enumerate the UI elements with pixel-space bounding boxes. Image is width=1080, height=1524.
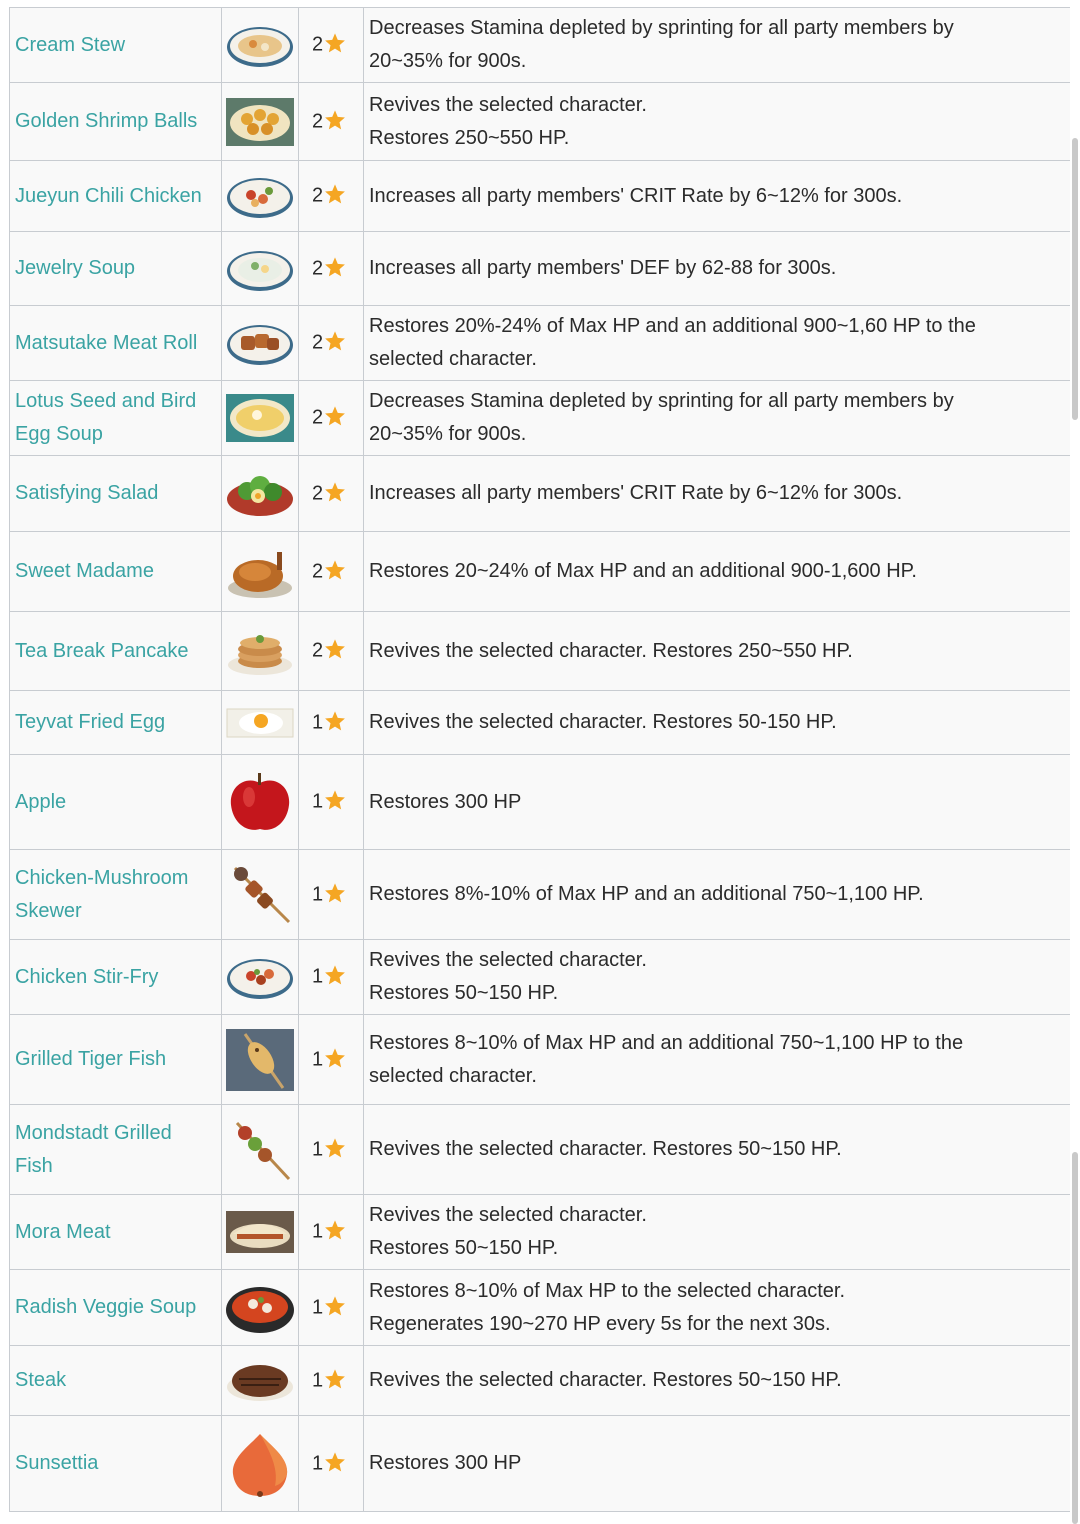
sunsettia-icon[interactable] <box>225 1455 295 1472</box>
effect-description-line: Revives the selected character. Restores 50-150 HP. <box>369 711 837 733</box>
dish-name-cell <box>10 306 222 381</box>
dish-name-cell <box>10 1346 222 1416</box>
effect-description-cell <box>364 8 1072 83</box>
chicken-stir-fry-icon[interactable] <box>225 968 295 985</box>
effect-description-line: Restores 300 HP <box>369 1452 522 1474</box>
table-row <box>10 8 1072 83</box>
table-row <box>10 940 1072 1015</box>
dish-name-link[interactable]: Teyvat Fried Egg <box>15 711 166 733</box>
star-icon <box>324 1451 346 1479</box>
dish-name-cell <box>10 940 222 1015</box>
grilled-tiger-fish-icon[interactable] <box>225 1051 295 1068</box>
effect-description-line: Restores 8~10% of Max HP and an additional 750~1,100 HP to the <box>369 1031 964 1054</box>
effect-description-line: selected character. <box>369 348 537 370</box>
effect-description-line: Regenerates 190~270 HP every 5s for the next 30s. <box>369 1312 831 1335</box>
dish-image-cell <box>222 8 299 83</box>
table-row <box>10 456 1072 532</box>
rarity-cell <box>299 8 364 83</box>
effect-description-line: Restores 50~150 HP. <box>369 1237 559 1259</box>
table-row <box>10 1346 1072 1416</box>
table-row <box>10 1015 1072 1105</box>
rarity-value: 1 <box>312 1369 324 1391</box>
dish-name-link[interactable]: Chicken-Mushroom Skewer <box>15 866 189 922</box>
rarity-cell <box>299 1105 364 1195</box>
table-row <box>10 381 1072 456</box>
dish-image-cell <box>222 1346 299 1416</box>
effect-description-cell <box>364 1346 1072 1416</box>
effect-description-cell <box>364 940 1072 1015</box>
dish-name-link[interactable]: Grilled Tiger Fish <box>15 1048 167 1070</box>
star-icon <box>324 481 346 509</box>
dish-image-cell <box>222 1416 299 1512</box>
star-icon <box>324 1368 346 1396</box>
mondstadt-grilled-fish-icon[interactable] <box>225 1141 295 1158</box>
scrollbar-thumb[interactable] <box>1072 138 1078 420</box>
dish-name-link[interactable]: Chicken Stir-Fry <box>15 965 159 988</box>
table-row <box>10 691 1072 755</box>
dish-name-link[interactable]: Lotus Seed and Bird Egg Soup <box>15 390 197 445</box>
dish-image-cell <box>222 83 299 161</box>
jueyun-chili-chicken-icon[interactable] <box>225 187 295 204</box>
dish-name-cell <box>10 850 222 940</box>
rarity-cell <box>299 940 364 1015</box>
table-row <box>10 161 1072 232</box>
rarity-value: 2 <box>312 331 324 354</box>
effect-description-line: Revives the selected character. <box>369 949 647 971</box>
effect-description-cell <box>364 456 1072 532</box>
effect-description-line: Restores 8%-10% of Max HP and an additional 750~1,100 HP. <box>369 883 924 905</box>
effect-description-cell <box>364 850 1072 940</box>
rarity-value: 2 <box>312 184 324 207</box>
star-icon <box>324 882 346 910</box>
rarity-cell <box>299 755 364 850</box>
star-icon <box>324 1137 346 1165</box>
star-icon <box>324 1047 346 1075</box>
rarity-cell <box>299 456 364 532</box>
effect-description-cell <box>364 1270 1072 1346</box>
table-row <box>10 612 1072 691</box>
effect-description-line: Restores 20~24% of Max HP and an additional 900-1,600 HP. <box>369 560 917 582</box>
apple-icon[interactable] <box>225 793 295 810</box>
effect-description-cell <box>364 83 1072 161</box>
table-row <box>10 1195 1072 1270</box>
effect-description-line: Revives the selected character. Restores 50~150 HP. <box>369 1369 842 1391</box>
dish-name-cell <box>10 691 222 755</box>
effect-description-cell <box>364 1015 1072 1105</box>
effect-description-line: Increases all party members' CRIT Rate by 6~12% for 300s. <box>369 184 903 207</box>
lotus-seed-soup-icon[interactable] <box>225 409 295 426</box>
rarity-value: 2 <box>312 257 324 279</box>
dish-name-link[interactable]: Tea Break Pancake <box>15 639 189 662</box>
dish-image-cell <box>222 1015 299 1105</box>
dish-image-cell <box>222 232 299 306</box>
rarity-cell <box>299 232 364 306</box>
dish-name-cell <box>10 381 222 456</box>
dish-name-link[interactable]: Matsutake Meat Roll <box>15 331 198 354</box>
effect-description-line: Restores 8~10% of Max HP to the selected character. <box>369 1279 845 1302</box>
effect-description-cell <box>364 1195 1072 1270</box>
rarity-cell <box>299 691 364 755</box>
rarity-cell <box>299 381 364 456</box>
effect-description-cell <box>364 161 1072 232</box>
dish-image-cell <box>222 532 299 612</box>
effect-description-cell <box>364 1416 1072 1512</box>
dish-image-cell <box>222 1105 299 1195</box>
rarity-cell <box>299 1270 364 1346</box>
effect-description-line: Restores 20%-24% of Max HP and an additional 900~1,60 HP to the <box>369 315 976 337</box>
dish-image-cell <box>222 612 299 691</box>
star-icon <box>324 109 346 137</box>
star-icon <box>324 1219 346 1247</box>
table-row <box>10 1416 1072 1512</box>
dish-name-link[interactable]: Steak <box>15 1369 67 1391</box>
rarity-value: 2 <box>312 560 324 582</box>
dish-name-link[interactable]: Mora Meat <box>15 1220 111 1243</box>
effect-description-line: Decreases Stamina depleted by sprinting for all party members by <box>369 17 954 39</box>
effect-description-line: Revives the selected character. <box>369 1204 647 1226</box>
table-row <box>10 232 1072 306</box>
dish-name-cell <box>10 1195 222 1270</box>
dish-name-link[interactable]: Cream Stew <box>15 33 126 56</box>
rarity-cell <box>299 850 364 940</box>
dish-name-cell <box>10 456 222 532</box>
effect-description-cell <box>364 306 1072 381</box>
rarity-value: 2 <box>312 482 324 504</box>
rarity-value: 1 <box>312 1138 324 1160</box>
effect-description-line: Revives the selected character. Restores 250~550 HP. <box>369 639 853 662</box>
mora-meat-icon[interactable] <box>225 1223 295 1240</box>
table-row <box>10 1105 1072 1195</box>
effect-description-cell <box>364 381 1072 456</box>
rarity-value: 1 <box>312 790 324 813</box>
effect-description-line: Decreases Stamina depleted by sprinting for all party members by <box>369 390 954 412</box>
effect-description-cell <box>364 1105 1072 1195</box>
satisfying-salad-icon[interactable] <box>225 485 295 502</box>
rarity-cell <box>299 532 364 612</box>
dish-name-link[interactable]: Golden Shrimp Balls <box>15 110 198 132</box>
effect-description-cell <box>364 691 1072 755</box>
effect-description-line: Restores 250~550 HP. <box>369 126 570 149</box>
star-icon <box>324 964 346 992</box>
rarity-cell <box>299 306 364 381</box>
star-icon <box>324 183 346 211</box>
rarity-cell <box>299 161 364 232</box>
dish-name-link[interactable]: Sunsettia <box>15 1452 99 1474</box>
rarity-cell <box>299 1416 364 1512</box>
table-row <box>10 1270 1072 1346</box>
food-table <box>9 7 1072 1512</box>
dish-name-cell <box>10 1270 222 1346</box>
steak-icon[interactable] <box>225 1372 295 1389</box>
dish-name-cell <box>10 8 222 83</box>
rarity-value: 1 <box>312 1048 324 1070</box>
radish-veggie-soup-icon[interactable] <box>225 1299 295 1316</box>
rarity-cell <box>299 1195 364 1270</box>
table-row <box>10 83 1072 161</box>
table-row <box>10 306 1072 381</box>
star-icon <box>324 32 346 60</box>
effect-description-line: selected character. <box>369 1064 537 1087</box>
jewelry-soup-icon[interactable] <box>225 260 295 277</box>
rarity-value: 1 <box>312 883 324 905</box>
cream-stew-icon[interactable] <box>225 36 295 53</box>
rarity-value: 2 <box>312 406 324 429</box>
effect-description-line: 20~35% for 900s. <box>369 423 527 445</box>
effect-description-line: 20~35% for 900s. <box>369 50 527 72</box>
effect-description-line: Restores 50~150 HP. <box>369 982 559 1004</box>
dish-name-cell <box>10 1015 222 1105</box>
star-icon <box>324 330 346 358</box>
rarity-value: 2 <box>312 33 324 56</box>
dish-image-cell <box>222 1270 299 1346</box>
dish-image-cell <box>222 850 299 940</box>
effect-description-line: Increases all party members' DEF by 62-88 for 300s. <box>369 257 837 279</box>
chicken-mushroom-skewer-icon[interactable] <box>225 886 295 903</box>
rarity-value: 1 <box>312 1452 324 1474</box>
effect-description-line: Restores 300 HP <box>369 790 522 813</box>
rarity-cell <box>299 612 364 691</box>
matsutake-meat-roll-icon[interactable] <box>225 334 295 351</box>
star-icon <box>324 710 346 738</box>
golden-shrimp-balls-icon[interactable] <box>225 113 295 130</box>
rarity-value: 2 <box>312 110 324 132</box>
dish-name-cell <box>10 1416 222 1512</box>
rarity-value: 1 <box>312 1220 324 1243</box>
star-icon <box>324 559 346 587</box>
dish-image-cell <box>222 161 299 232</box>
dish-name-cell <box>10 83 222 161</box>
dish-name-link[interactable]: Jewelry Soup <box>15 257 136 279</box>
table-row <box>10 850 1072 940</box>
dish-image-cell <box>222 940 299 1015</box>
rarity-cell <box>299 1015 364 1105</box>
star-icon <box>324 638 346 666</box>
dish-name-link[interactable]: Mondstadt Grilled Fish <box>15 1121 172 1177</box>
dish-name-cell <box>10 755 222 850</box>
rarity-value: 2 <box>312 639 324 662</box>
rarity-cell <box>299 1346 364 1416</box>
star-icon <box>324 405 346 433</box>
rarity-value: 1 <box>312 965 324 988</box>
tea-break-pancake-icon[interactable] <box>225 642 295 659</box>
dish-image-cell <box>222 691 299 755</box>
rarity-value: 1 <box>312 711 324 733</box>
effect-description-line: Revives the selected character. <box>369 93 647 116</box>
dish-name-link[interactable]: Sweet Madame <box>15 560 154 582</box>
sweet-madame-icon[interactable] <box>225 563 295 580</box>
dish-image-cell <box>222 381 299 456</box>
dish-image-cell <box>222 755 299 850</box>
dish-name-cell <box>10 161 222 232</box>
table-row <box>10 532 1072 612</box>
dish-name-cell <box>10 612 222 691</box>
dish-name-link[interactable]: Radish Veggie Soup <box>15 1296 197 1318</box>
dish-name-link[interactable]: Satisfying Salad <box>15 482 159 504</box>
effect-description-cell <box>364 755 1072 850</box>
fried-egg-icon[interactable] <box>225 714 295 731</box>
effect-description-line: Increases all party members' CRIT Rate by 6~12% for 300s. <box>369 482 903 504</box>
rarity-value: 1 <box>312 1296 324 1318</box>
dish-image-cell <box>222 306 299 381</box>
star-icon <box>324 789 346 817</box>
dish-name-link[interactable]: Jueyun Chili Chicken <box>15 184 202 207</box>
star-icon <box>324 1295 346 1323</box>
effect-description-cell <box>364 532 1072 612</box>
effect-description-cell <box>364 612 1072 691</box>
dish-image-cell <box>222 456 299 532</box>
dish-name-cell <box>10 1105 222 1195</box>
rarity-cell <box>299 83 364 161</box>
scrollbar-thumb-lower[interactable] <box>1072 1152 1078 1524</box>
dish-image-cell <box>222 1195 299 1270</box>
effect-description-cell <box>364 232 1072 306</box>
dish-name-link[interactable]: Apple <box>15 790 67 813</box>
table-row <box>10 755 1072 850</box>
star-icon <box>324 256 346 284</box>
dish-name-cell <box>10 532 222 612</box>
dish-name-cell <box>10 232 222 306</box>
effect-description-line: Revives the selected character. Restores 50~150 HP. <box>369 1138 842 1160</box>
page-scrollbar[interactable] <box>1070 0 1080 1524</box>
